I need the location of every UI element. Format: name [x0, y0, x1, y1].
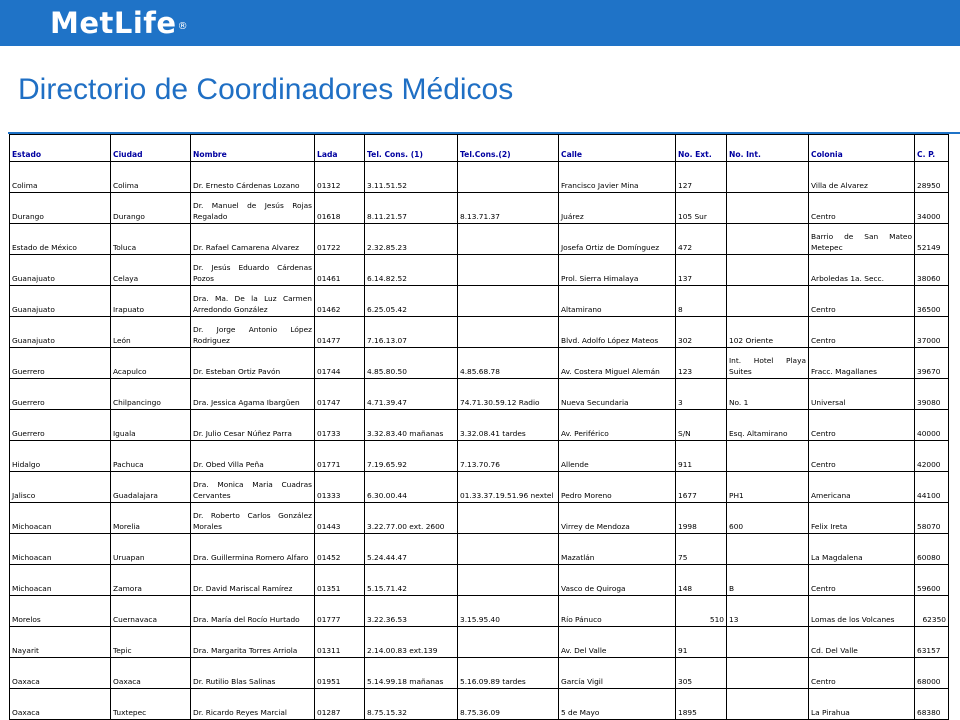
- cell-nombre: Dr. Roberto Carlos González Morales: [191, 503, 315, 534]
- cell-estado: Estado de México: [10, 224, 111, 255]
- cell-estado: Guanajuato: [10, 317, 111, 348]
- table-row: [10, 627, 949, 658]
- cell-ciudad: Oaxaca: [111, 658, 191, 689]
- cell-colonia: Centro: [809, 410, 915, 441]
- table-row: [10, 255, 949, 286]
- cell-calle: Vasco de Quiroga: [559, 565, 676, 596]
- cell-calle: Río Pánuco: [559, 596, 676, 627]
- registered-mark: ®: [177, 21, 189, 32]
- header-calle: Calle: [559, 135, 676, 162]
- cell-nombre: Dr. Ernesto Cárdenas Lozano: [191, 162, 315, 193]
- cell-colonia: La Pirahua: [809, 689, 915, 720]
- cell-tel-cons-1: 7.19.65.92: [365, 441, 458, 472]
- cell-no-ext: 127: [676, 162, 727, 193]
- cell-no-ext: 8: [676, 286, 727, 317]
- cell-lada: 01477: [315, 317, 365, 348]
- cell-calle: Mazatlán: [559, 534, 676, 565]
- cell-tel-cons-2: [458, 534, 559, 565]
- cell-tel-cons-1: 6.30.00.44: [365, 472, 458, 503]
- cell-estado: Guanajuato: [10, 286, 111, 317]
- metlife-logo: MetLife®: [50, 6, 189, 40]
- table-row: [10, 441, 949, 472]
- cell-lada: 01333: [315, 472, 365, 503]
- cell-tel-cons-1: 5.15.71.42: [365, 565, 458, 596]
- cell-tel-cons-2: 01.33.37.19.51.96 nextel: [458, 472, 559, 503]
- cell-lada: 01744: [315, 348, 365, 379]
- cell-tel-cons-1: 7.16.13.07: [365, 317, 458, 348]
- cell-lada: 01618: [315, 193, 365, 224]
- cell-no-int: 102 Oriente: [727, 317, 809, 348]
- cell-ciudad: Zamora: [111, 565, 191, 596]
- cell-calle: 5 de Mayo: [559, 689, 676, 720]
- cell-estado: Oaxaca: [10, 689, 111, 720]
- cell-ciudad: Colima: [111, 162, 191, 193]
- header-estado: Estado: [10, 135, 111, 162]
- table-row: [10, 658, 949, 689]
- cell-lada: 01722: [315, 224, 365, 255]
- cell-colonia: Barrio de San Mateo Metepec: [809, 224, 915, 255]
- table-row: [10, 348, 949, 379]
- cell-tel-cons-2: 4.85.68.78: [458, 348, 559, 379]
- page-title: Directorio de Coordinadores Médicos: [18, 73, 514, 106]
- cell-tel-cons-2: 7.13.70.76: [458, 441, 559, 472]
- cell-colonia: Centro: [809, 658, 915, 689]
- cell-no-int: [727, 534, 809, 565]
- cell-no-int: 600: [727, 503, 809, 534]
- table-row: [10, 379, 949, 410]
- cell-estado: Jalisco: [10, 472, 111, 503]
- header-bar: [0, 0, 960, 46]
- cell-lada: 01771: [315, 441, 365, 472]
- cell-ciudad: Morelia: [111, 503, 191, 534]
- cell-cp: 36500: [915, 286, 949, 317]
- cell-no-ext: 305: [676, 658, 727, 689]
- cell-colonia: Cd. Del Valle: [809, 627, 915, 658]
- cell-nombre: Dr. David Mariscal Ramírez: [191, 565, 315, 596]
- cell-no-ext: 137: [676, 255, 727, 286]
- cell-nombre: Dra. Guillermina Romero Alfaro: [191, 534, 315, 565]
- cell-no-int: [727, 627, 809, 658]
- cell-tel-cons-1: 4.71.39.47: [365, 379, 458, 410]
- cell-ciudad: Durango: [111, 193, 191, 224]
- cell-cp: 60080: [915, 534, 949, 565]
- coordinators-table: [9, 134, 949, 720]
- cell-ciudad: Tuxtepec: [111, 689, 191, 720]
- cell-ciudad: Iguala: [111, 410, 191, 441]
- cell-tel-cons-1: 3.22.77.00 ext. 2600: [365, 503, 458, 534]
- cell-lada: 01452: [315, 534, 365, 565]
- table-row: [10, 534, 949, 565]
- cell-no-ext: 302: [676, 317, 727, 348]
- cell-cp: 37000: [915, 317, 949, 348]
- cell-colonia: Americana: [809, 472, 915, 503]
- cell-tel-cons-2: [458, 627, 559, 658]
- header-ciudad: Ciudad: [111, 135, 191, 162]
- cell-tel-cons-2: 8.75.36.09: [458, 689, 559, 720]
- cell-lada: 01287: [315, 689, 365, 720]
- cell-estado: Oaxaca: [10, 658, 111, 689]
- table-row: [10, 162, 949, 193]
- cell-estado: Guerrero: [10, 348, 111, 379]
- cell-estado: Guanajuato: [10, 255, 111, 286]
- cell-tel-cons-2: [458, 503, 559, 534]
- table-row: [10, 410, 949, 441]
- cell-ciudad: Tepic: [111, 627, 191, 658]
- cell-no-ext: 1998: [676, 503, 727, 534]
- cell-tel-cons-1: 3.32.83.40 mañanas: [365, 410, 458, 441]
- cell-cp: 44100: [915, 472, 949, 503]
- cell-nombre: Dr. Rutilio Blas Salinas: [191, 658, 315, 689]
- cell-lada: 01312: [315, 162, 365, 193]
- cell-no-int: [727, 224, 809, 255]
- cell-nombre: Dra. Margarita Torres Arriola: [191, 627, 315, 658]
- cell-cp: 39080: [915, 379, 949, 410]
- cell-ciudad: Cuernavaca: [111, 596, 191, 627]
- table-row: [10, 596, 949, 627]
- cell-cp: 38060: [915, 255, 949, 286]
- cell-nombre: Dr. Esteban Ortiz Pavón: [191, 348, 315, 379]
- cell-tel-cons-2: 5.16.09.89 tardes: [458, 658, 559, 689]
- cell-tel-cons-2: 8.13.71.37: [458, 193, 559, 224]
- cell-tel-cons-2: 74.71.30.59.12 Radio: [458, 379, 559, 410]
- cell-no-int: [727, 162, 809, 193]
- cell-ciudad: Toluca: [111, 224, 191, 255]
- cell-cp: 63157: [915, 627, 949, 658]
- table-row: [10, 224, 949, 255]
- cell-no-int: Esq. Altamirano: [727, 410, 809, 441]
- cell-tel-cons-1: 2.14.00.83 ext.139: [365, 627, 458, 658]
- cell-cp: 39670: [915, 348, 949, 379]
- cell-cp: 59600: [915, 565, 949, 596]
- table-row: [10, 286, 949, 317]
- cell-lada: 01733: [315, 410, 365, 441]
- cell-estado: Guerrero: [10, 379, 111, 410]
- table-row: [10, 317, 949, 348]
- cell-colonia: Centro: [809, 286, 915, 317]
- cell-estado: Colima: [10, 162, 111, 193]
- header-colonia: Colonia: [809, 135, 915, 162]
- cell-tel-cons-1: 2.32.85.23: [365, 224, 458, 255]
- cell-cp: 34000: [915, 193, 949, 224]
- cell-no-int: [727, 193, 809, 224]
- cell-ciudad: Acapulco: [111, 348, 191, 379]
- header-no-int: No. Int.: [727, 135, 809, 162]
- cell-colonia: Centro: [809, 441, 915, 472]
- cell-no-ext: 472: [676, 224, 727, 255]
- cell-no-int: B: [727, 565, 809, 596]
- cell-lada: 01311: [315, 627, 365, 658]
- cell-cp: 40000: [915, 410, 949, 441]
- cell-ciudad: Celaya: [111, 255, 191, 286]
- cell-ciudad: Irapuato: [111, 286, 191, 317]
- cell-cp: 58070: [915, 503, 949, 534]
- cell-lada: 01951: [315, 658, 365, 689]
- cell-nombre: Dr. Manuel de Jesús Rojas Regalado: [191, 193, 315, 224]
- cell-colonia: Arboledas 1a. Secc.: [809, 255, 915, 286]
- cell-ciudad: Chilpancingo: [111, 379, 191, 410]
- cell-no-ext: 3: [676, 379, 727, 410]
- cell-no-int: [727, 658, 809, 689]
- table-row: [10, 472, 949, 503]
- cell-ciudad: Guadalajara: [111, 472, 191, 503]
- cell-tel-cons-1: 5.14.99.18 mañanas: [365, 658, 458, 689]
- cell-estado: Michoacan: [10, 534, 111, 565]
- cell-tel-cons-2: [458, 317, 559, 348]
- header-nombre: Nombre: [191, 135, 315, 162]
- cell-colonia: Centro: [809, 193, 915, 224]
- cell-no-ext: 105 Sur: [676, 193, 727, 224]
- cell-calle: Av. Periférico: [559, 410, 676, 441]
- cell-nombre: Dr. Ricardo Reyes Marcial: [191, 689, 315, 720]
- cell-tel-cons-1: 3.22.36.53: [365, 596, 458, 627]
- cell-calle: Prol. Sierra Himalaya: [559, 255, 676, 286]
- cell-no-int: 13: [727, 596, 809, 627]
- cell-calle: Pedro Moreno: [559, 472, 676, 503]
- table-header-row: [10, 135, 949, 162]
- cell-no-ext: 1895: [676, 689, 727, 720]
- cell-estado: Michoacan: [10, 503, 111, 534]
- header-lada: Lada: [315, 135, 365, 162]
- cell-cp: 28950: [915, 162, 949, 193]
- cell-colonia: Villa de Alvarez: [809, 162, 915, 193]
- cell-no-ext: 911: [676, 441, 727, 472]
- cell-calle: Altamirano: [559, 286, 676, 317]
- cell-no-int: [727, 689, 809, 720]
- cell-no-ext: 123: [676, 348, 727, 379]
- cell-estado: Morelos: [10, 596, 111, 627]
- cell-tel-cons-1: 6.25.05.42: [365, 286, 458, 317]
- cell-nombre: Dra. María del Rocío Hurtado: [191, 596, 315, 627]
- cell-nombre: Dr. Jorge Antonio López Rodriguez: [191, 317, 315, 348]
- cell-calle: Virrey de Mendoza: [559, 503, 676, 534]
- cell-no-ext: S/N: [676, 410, 727, 441]
- spreadsheet-area: [9, 134, 949, 720]
- header-tel-cons-2: Tel.Cons.(2): [458, 135, 559, 162]
- cell-nombre: Dr. Obed Villa Peña: [191, 441, 315, 472]
- cell-no-int: PH1: [727, 472, 809, 503]
- cell-ciudad: León: [111, 317, 191, 348]
- table-row: [10, 193, 949, 224]
- cell-calle: Juárez: [559, 193, 676, 224]
- cell-tel-cons-1: 4.85.80.50: [365, 348, 458, 379]
- header-no-ext: No. Ext.: [676, 135, 727, 162]
- table-row: [10, 503, 949, 534]
- cell-tel-cons-2: [458, 162, 559, 193]
- cell-calle: Av. Del Valle: [559, 627, 676, 658]
- cell-cp: 42000: [915, 441, 949, 472]
- cell-tel-cons-2: [458, 224, 559, 255]
- cell-tel-cons-1: 8.75.15.32: [365, 689, 458, 720]
- cell-lada: 01461: [315, 255, 365, 286]
- cell-no-ext: 148: [676, 565, 727, 596]
- cell-estado: Guerrero: [10, 410, 111, 441]
- cell-lada: 01777: [315, 596, 365, 627]
- cell-estado: Michoacan: [10, 565, 111, 596]
- cell-calle: Josefa Ortiz de Domínguez: [559, 224, 676, 255]
- cell-calle: Francisco Javier Mina: [559, 162, 676, 193]
- cell-calle: García Vigil: [559, 658, 676, 689]
- cell-no-ext: 1677: [676, 472, 727, 503]
- cell-cp: 62350: [915, 596, 949, 627]
- cell-nombre: Dr. Jesús Eduardo Cárdenas Pozos: [191, 255, 315, 286]
- table-row: [10, 689, 949, 720]
- cell-tel-cons-1: 6.14.82.52: [365, 255, 458, 286]
- cell-nombre: Dra. Monica Maria Cuadras Cervantes: [191, 472, 315, 503]
- cell-tel-cons-1: 5.24.44.47: [365, 534, 458, 565]
- cell-colonia: Felix Ireta: [809, 503, 915, 534]
- cell-tel-cons-1: 3.11.51.52: [365, 162, 458, 193]
- cell-lada: 01462: [315, 286, 365, 317]
- cell-estado: Hidalgo: [10, 441, 111, 472]
- cell-no-int: No. 1: [727, 379, 809, 410]
- cell-lada: 01443: [315, 503, 365, 534]
- cell-no-ext: 91: [676, 627, 727, 658]
- cell-no-ext: 75: [676, 534, 727, 565]
- cell-tel-cons-2: 3.32.08.41 tardes: [458, 410, 559, 441]
- cell-estado: Nayarit: [10, 627, 111, 658]
- cell-colonia: Universal: [809, 379, 915, 410]
- cell-nombre: Dr. Rafael Camarena Alvarez: [191, 224, 315, 255]
- cell-colonia: Lomas de los Volcanes: [809, 596, 915, 627]
- header-tel-cons-1: Tel. Cons. (1): [365, 135, 458, 162]
- header-cp: C. P.: [915, 135, 949, 162]
- cell-ciudad: Pachuca: [111, 441, 191, 472]
- cell-colonia: Centro: [809, 565, 915, 596]
- cell-no-int: [727, 286, 809, 317]
- cell-colonia: La Magdalena: [809, 534, 915, 565]
- cell-cp: 68000: [915, 658, 949, 689]
- cell-cp: 52149: [915, 224, 949, 255]
- cell-no-int: [727, 441, 809, 472]
- cell-calle: Allende: [559, 441, 676, 472]
- cell-no-int: Int. Hotel Playa Suites: [727, 348, 809, 379]
- cell-tel-cons-2: [458, 286, 559, 317]
- cell-no-ext: 510: [676, 596, 727, 627]
- cell-estado: Durango: [10, 193, 111, 224]
- cell-ciudad: Uruapan: [111, 534, 191, 565]
- cell-tel-cons-2: [458, 255, 559, 286]
- cell-colonia: Fracc. Magallanes: [809, 348, 915, 379]
- cell-tel-cons-2: 3.15.95.40: [458, 596, 559, 627]
- cell-calle: Blvd. Adolfo López Mateos: [559, 317, 676, 348]
- cell-tel-cons-1: 8.11.21.57: [365, 193, 458, 224]
- cell-lada: 01747: [315, 379, 365, 410]
- cell-calle: Av. Costera Miguel Alemán: [559, 348, 676, 379]
- cell-no-int: [727, 255, 809, 286]
- table-row: [10, 565, 949, 596]
- cell-nombre: Dra. Jessica Agama Ibargüen: [191, 379, 315, 410]
- cell-colonia: Centro: [809, 317, 915, 348]
- cell-cp: 68380: [915, 689, 949, 720]
- cell-nombre: Dr. Julio Cesar Núñez Parra: [191, 410, 315, 441]
- cell-nombre: Dra. Ma. De la Luz Carmen Arredondo González: [191, 286, 315, 317]
- cell-calle: Nueva Secundaria: [559, 379, 676, 410]
- cell-tel-cons-2: [458, 565, 559, 596]
- cell-lada: 01351: [315, 565, 365, 596]
